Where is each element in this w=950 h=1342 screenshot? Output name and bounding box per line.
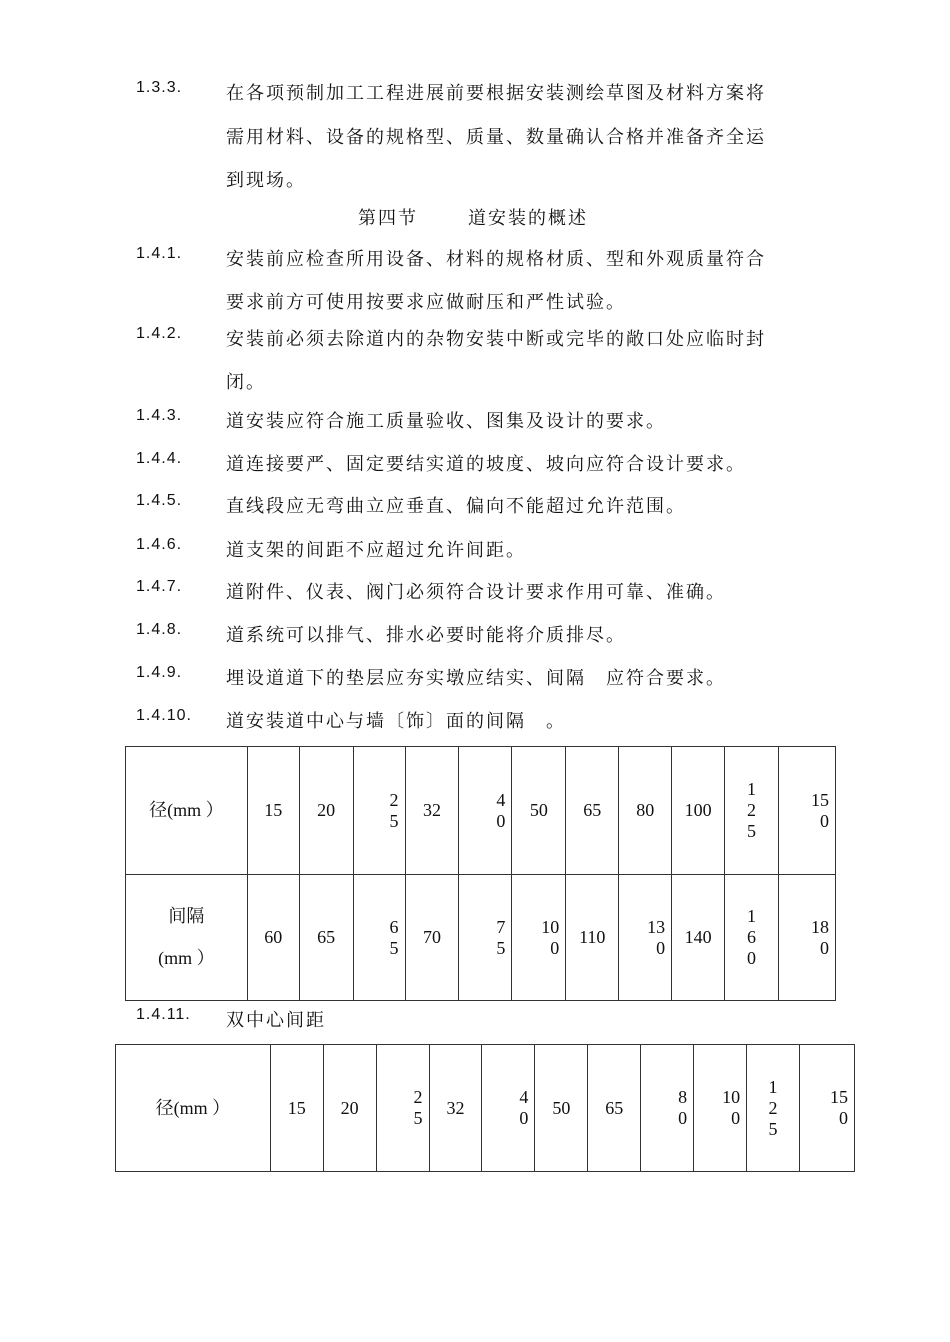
clause-1-4-8 [0, 621, 950, 647]
table-cell: 150 [778, 747, 835, 875]
clause-text-line: 埋设道道下的垫层应夯实墩应结实、间隔 应符合要求。 [226, 668, 726, 689]
table-cell: 32 [405, 747, 459, 875]
clause-1-4-10 [0, 707, 950, 733]
table-cell: 65 [566, 747, 619, 875]
clause-text-line: 道附件、仪表、阀门必须符合设计要求作用可靠、准确。 [226, 582, 726, 603]
clause-1-3-3 [0, 79, 950, 189]
section-title: 道安装的概述 [468, 208, 588, 229]
clause-number: 1.4.6. [136, 536, 183, 553]
table-cell: 25 [376, 1045, 429, 1172]
clause-text-line: 需用材料、设备的规格型、质量、数量确认合格并准备齐全运 [226, 127, 766, 148]
table-cell: 80 [619, 747, 672, 875]
table-cell: 130 [619, 875, 672, 1001]
table-cell: 100 [512, 875, 566, 1001]
table-cell: 180 [778, 875, 835, 1001]
table-cell: 100 [694, 1045, 747, 1172]
clause-text-line: 道系统可以排气、排水必要时能将介质排尽。 [226, 625, 626, 646]
table-cell: 32 [429, 1045, 482, 1172]
clause-1-4-4 [0, 450, 950, 476]
table-cell: 15 [247, 747, 299, 875]
clause-text-line: 安装前应检查所用设备、材料的规格材质、型和外观质量符合 [226, 249, 766, 270]
clause-1-4-9 [0, 664, 950, 690]
clause-number: 1.4.11. [136, 1006, 191, 1023]
row-header: 径(mm ） [126, 747, 248, 875]
clause-number: 1.4.2. [136, 325, 183, 342]
table-cell: 40 [459, 747, 512, 875]
clause-1-4-6 [0, 536, 950, 562]
table-cell: 50 [535, 1045, 588, 1172]
clause-number: 1.3.3. [136, 79, 183, 96]
table-cell: 20 [299, 747, 353, 875]
row-header: 径(mm ） [116, 1045, 271, 1172]
clause-number: 1.4.3. [136, 407, 183, 424]
clause-number: 1.4.7. [136, 578, 183, 595]
clause-number: 1.4.9. [136, 664, 183, 681]
table-cell: 20 [323, 1045, 376, 1172]
clause-1-4-3 [0, 407, 950, 433]
table-cell: 60 [247, 875, 299, 1001]
clause-number: 1.4.8. [136, 621, 183, 638]
table-cell: 150 [799, 1045, 854, 1172]
clause-number: 1.4.5. [136, 492, 183, 509]
clause-text-line: 要求前方可使用按要求应做耐压和严性试验。 [226, 292, 626, 313]
table-cell: 70 [405, 875, 459, 1001]
clause-text-line: 道安装应符合施工质量验收、图集及设计的要求。 [226, 411, 666, 432]
wall-distance-table [125, 746, 836, 1001]
table-cell: 160 [725, 875, 779, 1001]
table-cell: 65 [588, 1045, 641, 1172]
row-header: 间隔 (mm ） [126, 875, 248, 1001]
clause-number: 1.4.4. [136, 450, 183, 467]
clause-text-line: 道连接要严、固定要结实道的坡度、坡向应符合设计要求。 [226, 454, 746, 475]
clause-text-line: 道安装道中心与墙〔饰〕面的间隔 。 [226, 711, 566, 732]
clause-number: 1.4.10. [136, 707, 192, 724]
clause-1-4-1 [0, 245, 950, 315]
clause-1-4-7 [0, 578, 950, 604]
table-cell: 100 [672, 747, 725, 875]
clause-1-4-11 [0, 1006, 950, 1032]
clause-text-line: 双中心间距 [226, 1010, 326, 1031]
clause-text-line: 闭。 [226, 372, 266, 393]
section-label: 第四节 [358, 208, 418, 229]
clause-text-line: 到现场。 [226, 170, 306, 191]
table-cell: 110 [566, 875, 619, 1001]
table-cell: 80 [641, 1045, 694, 1172]
table-cell: 50 [512, 747, 566, 875]
table-cell: 65 [299, 875, 353, 1001]
table-row [126, 747, 836, 875]
table-cell: 40 [482, 1045, 535, 1172]
clause-text-line: 直线段应无弯曲立应垂直、偏向不能超过允许范围。 [226, 496, 686, 517]
table-cell: 140 [672, 875, 725, 1001]
table-cell: 125 [725, 747, 779, 875]
table-cell: 25 [353, 747, 405, 875]
table-row [126, 875, 836, 1001]
table-cell: 65 [353, 875, 405, 1001]
table-cell: 75 [459, 875, 512, 1001]
table-cell: 15 [270, 1045, 323, 1172]
table-row [116, 1045, 855, 1172]
clause-1-4-5 [0, 492, 950, 518]
clause-text-line: 道支架的间距不应超过允许间距。 [226, 540, 526, 561]
clause-1-4-2 [0, 325, 950, 395]
clause-text-line: 在各项预制加工工程进展前要根据安装测绘草图及材料方案将 [226, 83, 766, 104]
clause-text-line: 安装前必须去除道内的杂物安装中断或完毕的敞口处应临时封 [226, 329, 766, 350]
table-cell: 125 [747, 1045, 800, 1172]
double-center-distance-table [115, 1044, 855, 1172]
clause-number: 1.4.1. [136, 245, 183, 262]
